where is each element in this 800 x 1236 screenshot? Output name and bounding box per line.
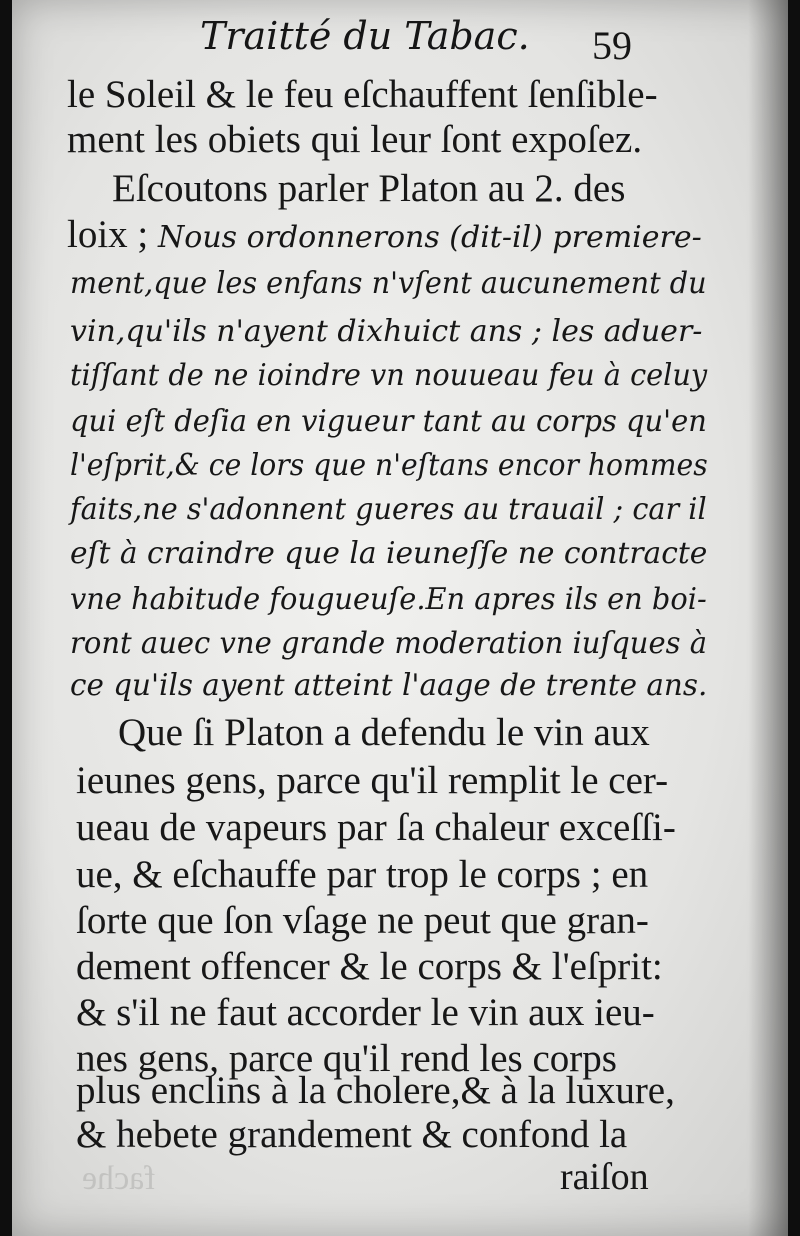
text-line-16: ieunes gens, parce qu'il remplit le cer- — [76, 759, 669, 802]
text-line-14: ce qu'ils ayent atteint l'aage de trente ans. — [70, 668, 708, 703]
book-page — [12, 0, 788, 1236]
text-line-4 — [67, 212, 702, 257]
text-line-9: l'eſprit,& ce lors que n'eſtans encor hommes — [70, 448, 708, 483]
text-line-4-roman: loix ; — [67, 213, 159, 256]
text-line-10: faits,ne s'adonnent gueres au trauail ; car il — [70, 492, 707, 527]
text-line-19: ſorte que ſon vſage ne peut que gran- — [76, 899, 649, 942]
text-line-20: dement offencer & le corps & l'eſprit: — [76, 945, 663, 988]
text-line-11: eſt à craindre que la ieuneſſe ne contracte — [70, 536, 708, 571]
text-line-2: ment les obiets qui leur ſont expoſez. — [67, 118, 643, 161]
bleed-through-text: fache — [82, 1160, 156, 1197]
text-line-17: ueau de vapeurs par ſa chaleur exceſſi- — [76, 806, 676, 849]
text-line-1: le Soleil & le feu eſchauffent ſenſible- — [67, 73, 658, 116]
text-line-6: vin,qu'ils n'ayent dixhuict ans ; les aduer- — [70, 314, 703, 349]
text-line-8: qui eſt deſia en vigueur tant au corps qu'en — [70, 404, 707, 439]
text-line-5: ment,que les enfans n'vſent aucunement du — [70, 266, 707, 301]
text-line-15: Que ſi Platon a defendu le vin aux — [118, 711, 650, 754]
running-head: Traitté du Tabac. — [200, 14, 530, 58]
text-line-4-italic: Nous ordonnerons (dit-il) premiere- — [158, 220, 702, 255]
catchword: raiſon — [560, 1156, 649, 1198]
text-line-13: ront auec vne grande moderation iuſques à — [70, 626, 708, 661]
text-line-22: nes gens, parce qu'il rend les corps — [76, 1037, 617, 1080]
text-line-24: & hebete grandement & confond la — [76, 1113, 628, 1156]
text-line-3: Eſcoutons parler Platon au 2. des — [112, 167, 626, 210]
text-line-23: plus enclins à la cholere,& à la luxure, — [76, 1069, 675, 1112]
text-line-18: ue, & eſchauffe par trop le corps ; en — [76, 853, 649, 896]
text-line-21: & s'il ne faut accorder le vin aux ieu- — [76, 991, 655, 1034]
text-line-12: vne habitude fougueuſe.En apres ils en boi- — [70, 582, 707, 617]
page-gutter-shadow — [748, 0, 788, 1236]
page-number: 59 — [592, 23, 632, 68]
text-line-7: tiſſant de ne ioindre vn nouueau feu à celuy — [70, 358, 708, 393]
